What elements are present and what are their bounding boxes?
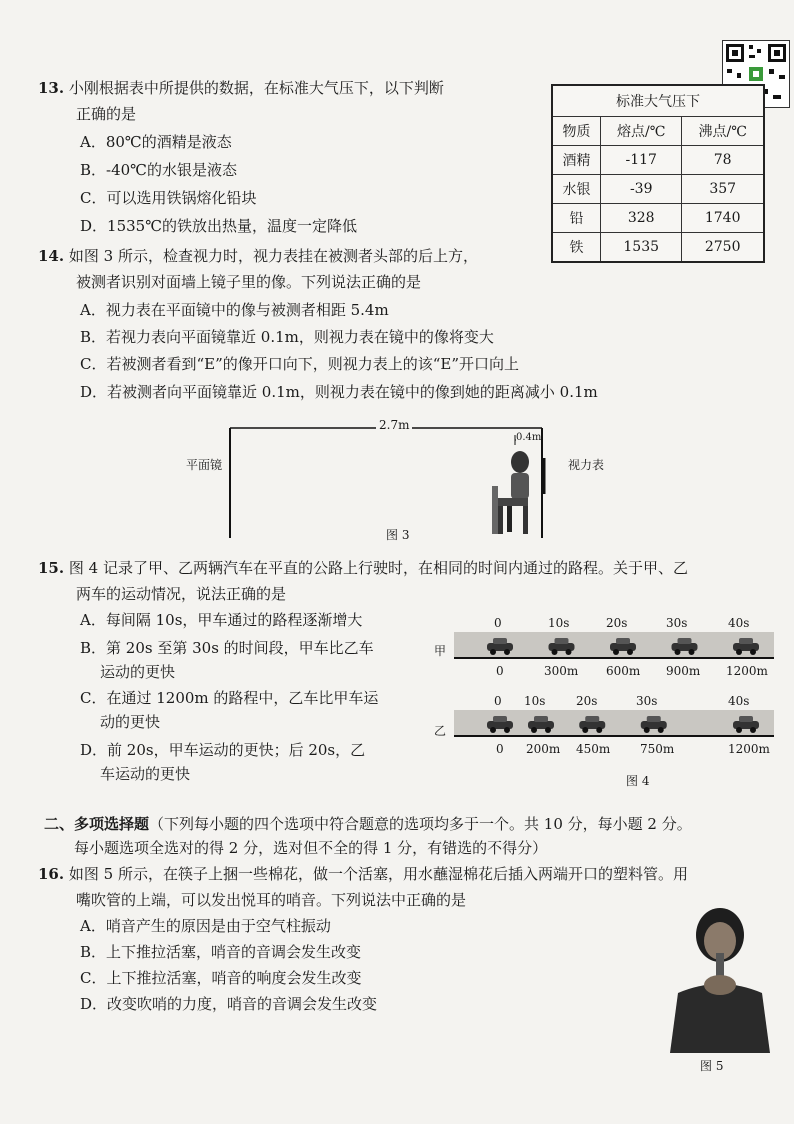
car-a-time-40: 40s <box>728 616 750 630</box>
car-b-distance-1200: 1200m <box>728 742 770 756</box>
q15-stem-line1: 图 4 记录了甲、乙两辆汽车在平直的公路上行驶时，在相同的时间内通过的路程。关于甲、乙 <box>68 559 688 577</box>
car-b-time-30: 30s <box>636 694 658 708</box>
car-b-distance-200: 200m <box>526 742 561 756</box>
car-a-distance-900: 900m <box>666 664 701 678</box>
q14-stem-line1: 如图 3 所示，检查视力时，视力表挂在被测者头部的后上方， <box>68 247 478 265</box>
q13-stem <box>38 76 444 100</box>
car-a-distance-300: 300m <box>544 664 579 678</box>
table-header-row <box>552 117 764 146</box>
table-cell: 357 <box>682 175 764 204</box>
q14-option-a: A．视力表在平面镜中的像与被测者相距 5.4m <box>80 301 389 319</box>
q15-stem <box>38 556 688 580</box>
table-cell: 铅 <box>552 204 601 233</box>
table-cell: 1740 <box>682 204 764 233</box>
q13-stem-line2: 正确的是 <box>76 105 137 123</box>
q13-option-d: D．1535℃的铁放出热量，温度一定降低 <box>80 217 357 235</box>
mirror-label: 平面镜 <box>186 458 223 472</box>
distance-total-label: 2.7m <box>376 418 412 432</box>
q16-option-c: C．上下推拉活塞，哨音的响度会发生改变 <box>80 969 362 987</box>
car-a-distance-0: 0 <box>496 664 504 678</box>
person-icon <box>492 451 529 534</box>
q14-option-b: B．若视力表向平面镜靠近 0.1m，则视力表在镜中的像将变大 <box>80 328 494 346</box>
car-a-distance-1200: 1200m <box>726 664 768 678</box>
q16-stem-line1: 如图 5 所示，在筷子上捆一些棉花，做一个活塞，用水蘸湿棉花后插入两端开口的塑料管。用 <box>68 865 688 883</box>
table-row <box>552 175 764 204</box>
table-header: 沸点/℃ <box>682 117 764 146</box>
table-header: 物质 <box>552 117 601 146</box>
table-cell: 酒精 <box>552 146 601 175</box>
q15-number: 15. <box>38 559 65 577</box>
distance-small-label: 0.4m <box>516 432 542 443</box>
figure-4 <box>430 612 780 792</box>
q15-option-d-line1: D．前 20s，甲车运动的更快；后 20s，乙 <box>80 741 366 759</box>
q16-option-b: B．上下推拉活塞，哨音的音调会发生改变 <box>80 943 362 961</box>
whistle-player-photo <box>660 905 780 1053</box>
table-cell: 2750 <box>682 233 764 263</box>
section-2-note-line2: 每小题选项全选对的得 2 分，选对但不全的得 1 分，有错选的不得分） <box>74 839 548 857</box>
q14-stem <box>38 244 478 268</box>
q13-option-b: B．-40℃的水银是液态 <box>80 161 237 179</box>
table-row <box>552 204 764 233</box>
table-cell: 水银 <box>552 175 601 204</box>
car-b-time-10: 10s <box>524 694 546 708</box>
car-a-time-0: 0 <box>494 616 502 630</box>
section-2-note-line1: （下列每小题的四个选项中符合题意的选项均多于一个。共 10 分，每小题 2 分。 <box>149 815 692 833</box>
car-a-time-10: 10s <box>548 616 570 630</box>
table-caption: 标准大气压下 <box>552 85 764 117</box>
figure-3 <box>180 420 620 550</box>
car-b-time-40: 40s <box>728 694 750 708</box>
q16-stem <box>38 862 688 886</box>
q14-option-c: C．若被测者看到“E”的像开口向下，则视力表上的该“E”开口向上 <box>80 355 520 373</box>
q15-option-d-line2: 车运动的更快 <box>100 765 191 783</box>
q15-option-c-line1: C．在通过 1200m 的路程中，乙车比甲车运 <box>80 689 379 707</box>
q16-option-a: A．哨音产生的原因是由于空气柱振动 <box>80 917 331 935</box>
q16-number: 16. <box>38 865 65 883</box>
q13-stem-line1: 小刚根据表中所提供的数据，在标准大气压下，以下判断 <box>68 79 444 97</box>
eye-chart-label: 视力表 <box>568 458 605 472</box>
figure-5-caption: 图 5 <box>700 1059 724 1073</box>
table-header: 熔点/℃ <box>601 117 682 146</box>
q13-option-a: A．80℃的酒精是液态 <box>80 133 232 151</box>
table-cell: 1535 <box>601 233 682 263</box>
q15-option-c-line2: 动的更快 <box>100 713 161 731</box>
table-row <box>552 233 764 263</box>
car-b-label: 乙 <box>434 724 447 738</box>
car-b-distance-750: 750m <box>640 742 675 756</box>
section-2-title: 二、多项选择题 <box>44 815 150 833</box>
car-b-distance-0: 0 <box>496 742 504 756</box>
q14-number: 14. <box>38 247 65 265</box>
q15-option-a: A．每间隔 10s，甲车通过的路程逐渐增大 <box>80 611 363 629</box>
q15-option-b-line2: 运动的更快 <box>100 663 176 681</box>
section-2-header <box>44 812 784 836</box>
figure-4-caption: 图 4 <box>626 774 650 788</box>
table-cell: 铁 <box>552 233 601 263</box>
table-cell: 328 <box>601 204 682 233</box>
q14-stem-line2: 被测者识别对面墙上镜子里的像。下列说法正确的是 <box>76 273 422 291</box>
q13-number: 13. <box>38 79 65 97</box>
q16-option-d: D．改变吹哨的力度，哨音的音调会发生改变 <box>80 995 378 1013</box>
car-a-time-20: 20s <box>606 616 628 630</box>
q15-option-b-line1: B．第 20s 至第 30s 的时间段，甲车比乙车 <box>80 639 374 657</box>
car-a-time-30: 30s <box>666 616 688 630</box>
q14-option-d: D．若被测者向平面镜靠近 0.1m，则视力表在镜中的像到她的距离减小 0.1m <box>80 383 598 401</box>
car-b-time-20: 20s <box>576 694 598 708</box>
table-cell: 78 <box>682 146 764 175</box>
table-cell: -117 <box>601 146 682 175</box>
melting-point-table <box>551 84 765 263</box>
q13-option-c: C．可以选用铁锅熔化铅块 <box>80 189 257 207</box>
q16-stem-line2: 嘴吹管的上端，可以发出悦耳的哨音。下列说法中正确的是 <box>76 891 467 909</box>
car-b-time-0: 0 <box>494 694 502 708</box>
figure-3-caption: 图 3 <box>386 528 410 542</box>
table-cell: -39 <box>601 175 682 204</box>
table-row <box>552 146 764 175</box>
car-a-label: 甲 <box>434 644 447 658</box>
car-a-distance-600: 600m <box>606 664 641 678</box>
car-b-distance-450: 450m <box>576 742 611 756</box>
figure-5 <box>660 905 780 1075</box>
q15-stem-line2: 两车的运动情况，说法正确的是 <box>76 585 287 603</box>
